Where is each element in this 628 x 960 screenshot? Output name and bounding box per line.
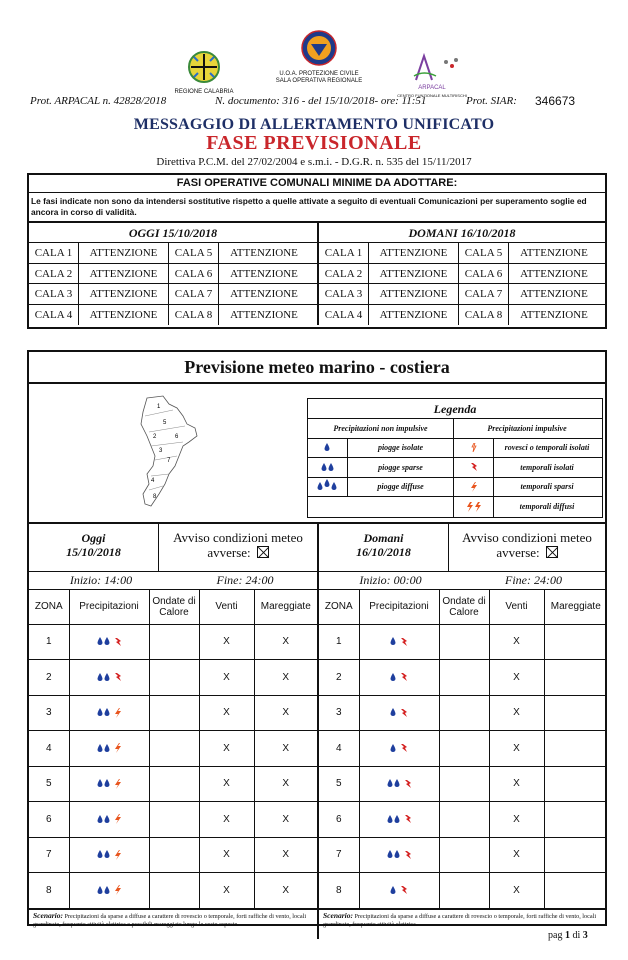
ondate-calore-cell xyxy=(149,766,199,802)
legend-temporali-sparsi: temporali sparsi xyxy=(520,482,574,492)
mareggiate-cell: X xyxy=(254,731,317,767)
legend-piogge-diffuse: piogge diffuse xyxy=(348,478,454,497)
map-zone-label: 7 xyxy=(167,458,171,464)
venti-cell: X xyxy=(199,695,254,731)
ondate-calore-cell xyxy=(149,873,199,909)
precipitation-icons xyxy=(69,802,149,838)
venti-cell: X xyxy=(489,695,544,731)
tomorrow-date: 16/10/2018 xyxy=(356,545,411,559)
document-number: N. documento: 316 - del 15/10/2018- ore: 11:51 xyxy=(215,95,427,107)
mareggiate-cell xyxy=(544,731,607,767)
header-logos xyxy=(0,30,628,98)
precipitation-icons xyxy=(69,660,149,696)
ondate-calore-cell xyxy=(439,695,489,731)
precipitation-icons xyxy=(359,802,439,838)
fase-value: ATTENZIONE xyxy=(230,247,298,259)
zone-number: 1 xyxy=(319,624,359,660)
ondate-calore-cell xyxy=(149,731,199,767)
cala-zone-label: CALA 6 xyxy=(169,264,219,284)
tomorrow-scenario-text: Precipitazioni da sparse a diffuse a carattere di rovescio o temporale, forti raffiche di vento, locali grandinate, frequente attività elettrica. xyxy=(323,912,597,928)
fasi-tomorrow-heading: DOMANI 16/10/2018 xyxy=(319,223,605,243)
zone-number: 7 xyxy=(29,837,69,873)
orange-bolt-icon xyxy=(454,478,494,497)
cala-zone-label: CALA 5 xyxy=(169,243,219,263)
venti-cell: X xyxy=(489,873,544,909)
tomorrow-avviso-label: Avviso condizioni meteo avverse: xyxy=(462,530,592,560)
venti-cell: X xyxy=(199,624,254,660)
fasi-tomorrow xyxy=(317,223,605,325)
zone-row xyxy=(319,873,607,909)
mareggiate-cell xyxy=(544,695,607,731)
today-scenario xyxy=(29,910,317,939)
zone-number: 6 xyxy=(319,802,359,838)
map-zone-label: 2 xyxy=(153,434,157,440)
venti-cell: X xyxy=(199,802,254,838)
venti-cell: X xyxy=(199,837,254,873)
ondate-calore-cell xyxy=(149,624,199,660)
map-zone-label: 1 xyxy=(157,404,161,410)
zone-row xyxy=(319,766,607,802)
zone-column-header: Venti xyxy=(199,590,254,624)
fasi-operative-box xyxy=(27,173,607,329)
map-zone-label: 8 xyxy=(153,494,157,500)
precipitation-icons xyxy=(359,873,439,909)
ondate-calore-cell xyxy=(439,766,489,802)
zone-column-header: Venti xyxy=(489,590,544,624)
fase-value: ATTENZIONE xyxy=(230,267,298,280)
zone-number: 3 xyxy=(319,695,359,731)
fase-value: ATTENZIONE xyxy=(369,284,459,304)
prot-arpacal: Prot. ARPACAL n. 42828/2018 xyxy=(30,95,167,107)
fase-value: ATTENZIONE xyxy=(230,288,298,300)
cala-zone-label: CALA 2 xyxy=(29,264,79,284)
venti-cell: X xyxy=(489,837,544,873)
map-zone-label: 4 xyxy=(151,478,155,484)
mareggiate-cell xyxy=(544,802,607,838)
regione-calabria-logo xyxy=(168,50,240,96)
three-drops-icon xyxy=(308,478,348,497)
venti-cell: X xyxy=(489,802,544,838)
mareggiate-cell xyxy=(544,766,607,802)
precipitation-icons xyxy=(69,731,149,767)
zone-number: 7 xyxy=(319,837,359,873)
ondate-calore-cell xyxy=(149,837,199,873)
ondate-calore-cell xyxy=(439,837,489,873)
page-of: di xyxy=(572,930,581,941)
page-current: 1 xyxy=(564,930,570,941)
mareggiate-cell: X xyxy=(254,695,317,731)
ondate-calore-cell xyxy=(439,624,489,660)
cala-zone-label: CALA 1 xyxy=(29,243,79,263)
fase-value: ATTENZIONE xyxy=(369,243,459,263)
today-label: Oggi xyxy=(81,531,106,545)
tomorrow-avviso-checkbox[interactable] xyxy=(546,546,558,558)
precipitation-icons xyxy=(359,660,439,696)
zone-row xyxy=(29,695,317,731)
zone-row xyxy=(319,624,607,660)
legend-rovesci: rovesci o temporali isolati xyxy=(504,443,590,453)
tomorrow-date-cell xyxy=(319,524,449,571)
zone-row xyxy=(319,837,607,873)
zone-column-header: Precipitazioni xyxy=(69,590,149,624)
zone-row xyxy=(29,624,317,660)
protezione-civile-caption-2: SALA OPERATIVA REGIONALE xyxy=(275,78,363,84)
legend xyxy=(307,398,603,518)
protezione-civile-caption-1: U.O.A. PROTEZIONE CIVILE xyxy=(279,71,359,77)
zone-number: 4 xyxy=(29,731,69,767)
zone-number: 1 xyxy=(29,624,69,660)
red-bolt-icon xyxy=(454,458,494,477)
precipitation-icons xyxy=(359,837,439,873)
fasi-row xyxy=(29,264,317,285)
fasi-title: FASI OPERATIVE COMUNALI MINIME DA ADOTTARE: xyxy=(29,175,605,193)
precipitation-icons xyxy=(359,695,439,731)
precipitation-icons xyxy=(69,624,149,660)
zone-number: 2 xyxy=(29,660,69,696)
cala-zone-label: CALA 4 xyxy=(319,305,369,326)
cala-zone-label: CALA 8 xyxy=(169,305,219,326)
map-zone-label: 5 xyxy=(163,420,167,426)
fase-value: ATTENZIONE xyxy=(79,305,169,326)
venti-cell: X xyxy=(199,766,254,802)
protocol-row xyxy=(30,95,600,109)
zone-column-header: Ondate di Calore xyxy=(149,590,199,624)
map-and-legend xyxy=(29,384,605,524)
single-drop-icon xyxy=(308,439,348,458)
phase-title: FASE PREVISIONALE xyxy=(206,132,422,154)
zone-number: 8 xyxy=(319,873,359,909)
tomorrow-label: Domani xyxy=(363,531,404,545)
rovescio-icon xyxy=(454,439,494,458)
venti-cell: X xyxy=(489,660,544,696)
directive-reference: Direttiva P.C.M. del 27/02/2004 e s.m.i. - D.G.R. n. 535 del 15/11/2017 xyxy=(156,156,472,168)
page-prefix: pag xyxy=(548,930,563,941)
tomorrow-scenario-label: Scenario: xyxy=(323,910,353,920)
tomorrow-fine: Fine: 24:00 xyxy=(505,573,562,587)
prot-siar-label: Prot. SIAR: xyxy=(466,95,517,107)
arpacal-caption-1: ARPACAL xyxy=(418,85,446,91)
zone-number: 5 xyxy=(319,766,359,802)
today-inizio: Inizio: 14:00 xyxy=(69,573,133,587)
meteo-title: Previsione meteo marino - costiera xyxy=(29,352,605,384)
legend-head-impulsive: Precipitazioni impulsive xyxy=(487,423,567,433)
precipitation-icons xyxy=(69,837,149,873)
venti-cell: X xyxy=(199,873,254,909)
page-indicator xyxy=(548,930,588,941)
zone-column-header: Precipitazioni xyxy=(359,590,439,624)
today-avviso xyxy=(159,524,317,571)
fasi-row xyxy=(319,243,605,264)
fasi-row xyxy=(29,284,317,305)
double-bolt-icon xyxy=(454,497,494,517)
zone-row xyxy=(29,802,317,838)
regione-calabria-caption: REGIONE CALABRIA xyxy=(174,89,234,95)
fase-value: ATTENZIONE xyxy=(79,284,169,304)
protezione-civile-logo xyxy=(254,30,384,85)
today-scenario-label: Scenario: xyxy=(33,910,63,920)
tomorrow-zone-table xyxy=(317,590,605,909)
venti-cell: X xyxy=(199,660,254,696)
ondate-calore-cell xyxy=(149,802,199,838)
fase-value: ATTENZIONE xyxy=(369,264,459,284)
zone-number: 5 xyxy=(29,766,69,802)
legend-temporali-isolati: temporali isolati xyxy=(520,462,574,472)
regione-calabria-emblem-icon xyxy=(187,50,221,86)
fase-value: ATTENZIONE xyxy=(520,267,588,280)
fasi-row xyxy=(319,264,605,285)
zone-row xyxy=(29,873,317,909)
map-zone-label: 6 xyxy=(175,434,179,440)
zone-row xyxy=(319,660,607,696)
legend-piogge-isolate: piogge isolate xyxy=(348,439,454,458)
map-zone-label: 3 xyxy=(159,448,163,454)
mareggiate-cell xyxy=(544,837,607,873)
arpacal-logo xyxy=(382,52,482,99)
zone-column-header: ZONA xyxy=(29,590,69,624)
arpacal-caption-2: CENTRO FUNZIONALE MULTIRISCHI xyxy=(397,93,467,98)
precipitation-icons xyxy=(359,731,439,767)
cala-zone-label: CALA 3 xyxy=(29,284,79,304)
legend-head-non-impulsive: Precipitazioni non impulsive xyxy=(308,419,454,438)
zone-column-header: Mareggiate xyxy=(254,590,317,624)
mareggiate-cell: X xyxy=(254,873,317,909)
today-zone-table xyxy=(29,590,317,909)
cala-zone-label: CALA 8 xyxy=(459,305,509,326)
ondate-calore-cell xyxy=(439,802,489,838)
fasi-row xyxy=(29,243,317,264)
two-drops-icon xyxy=(308,458,348,477)
fasi-row xyxy=(319,284,605,305)
cala-zone-label: CALA 7 xyxy=(459,284,509,304)
mareggiate-cell xyxy=(544,624,607,660)
fasi-today xyxy=(29,223,317,325)
cala-zone-label: CALA 6 xyxy=(459,264,509,284)
fase-value: ATTENZIONE xyxy=(230,308,298,321)
zone-number: 6 xyxy=(29,802,69,838)
mareggiate-cell: X xyxy=(254,766,317,802)
mareggiate-cell: X xyxy=(254,660,317,696)
mareggiate-cell: X xyxy=(254,624,317,660)
mareggiate-cell xyxy=(544,873,607,909)
time-row xyxy=(29,572,605,590)
zone-row xyxy=(319,802,607,838)
zone-column-header: Mareggiate xyxy=(544,590,607,624)
precipitation-icons xyxy=(69,873,149,909)
fase-value: ATTENZIONE xyxy=(369,305,459,326)
fase-value: ATTENZIONE xyxy=(520,308,588,321)
fase-value: ATTENZIONE xyxy=(520,247,588,259)
arpacal-emblem-icon xyxy=(402,52,462,82)
meteo-marino-box xyxy=(27,350,607,926)
page-total: 3 xyxy=(582,930,588,941)
zone-row xyxy=(319,731,607,767)
venti-cell: X xyxy=(489,766,544,802)
mareggiate-cell: X xyxy=(254,837,317,873)
fase-value: ATTENZIONE xyxy=(79,264,169,284)
legend-temporali-diffusi: temporali diffusi xyxy=(519,502,575,512)
fasi-row xyxy=(29,305,317,326)
scenario-row xyxy=(29,909,605,939)
period-row xyxy=(29,524,605,572)
zone-row xyxy=(29,660,317,696)
today-scenario-text: Precipitazioni da sparse a diffuse a carattere di rovescio o temporale, forti raffiche di vento, locali grandinate, frequente attività elettrica e possibili mareggiate lungo le coste esposte. xyxy=(33,912,307,928)
fase-value: ATTENZIONE xyxy=(79,243,169,263)
calabria-zones-map xyxy=(133,394,203,512)
today-avviso-label: Avviso condizioni meteo avverse: xyxy=(173,530,303,560)
mareggiate-cell xyxy=(544,660,607,696)
tomorrow-inizio: Inizio: 00:00 xyxy=(359,573,422,587)
zone-column-header: ZONA xyxy=(319,590,359,624)
zone-number: 8 xyxy=(29,873,69,909)
fase-value: ATTENZIONE xyxy=(520,288,588,300)
fasi-today-heading: OGGI 15/10/2018 xyxy=(29,223,317,243)
ondate-calore-cell xyxy=(149,695,199,731)
zone-row xyxy=(29,731,317,767)
zone-row xyxy=(29,766,317,802)
today-fine: Fine: 24:00 xyxy=(216,573,274,587)
prot-siar-value: 346673 xyxy=(535,94,576,108)
venti-cell: X xyxy=(489,731,544,767)
mareggiate-cell: X xyxy=(254,802,317,838)
cala-zone-label: CALA 5 xyxy=(459,243,509,263)
fasi-note: Le fasi indicate non sono da intendersi sostitutive rispetto a quelle attivate a seguito di eventuali Comunicazioni per superamento soglie ed ancora in corso di validità. xyxy=(29,193,605,223)
cala-zone-label: CALA 2 xyxy=(319,264,369,284)
zone-number: 2 xyxy=(319,660,359,696)
page-title: MESSAGGIO DI ALLERTAMENTO UNIFICATO xyxy=(133,116,495,133)
protezione-civile-emblem-icon xyxy=(301,30,337,68)
zone-column-header: Ondate di Calore xyxy=(439,590,489,624)
venti-cell: X xyxy=(199,731,254,767)
fasi-row xyxy=(319,305,605,326)
precipitation-icons xyxy=(359,624,439,660)
zone-number: 4 xyxy=(319,731,359,767)
ondate-calore-cell xyxy=(149,660,199,696)
today-avviso-checkbox[interactable] xyxy=(257,546,269,558)
zone-row xyxy=(29,837,317,873)
zone-row xyxy=(319,695,607,731)
ondate-calore-cell xyxy=(439,660,489,696)
zone-number: 3 xyxy=(29,695,69,731)
legend-title: Legenda xyxy=(308,399,602,419)
tomorrow-avviso xyxy=(449,524,605,571)
legend-piogge-sparse: piogge sparse xyxy=(348,458,454,477)
precipitation-icons xyxy=(359,766,439,802)
venti-cell: X xyxy=(489,624,544,660)
today-date-cell xyxy=(29,524,159,571)
today-date: 15/10/2018 xyxy=(66,545,121,559)
cala-zone-label: CALA 7 xyxy=(169,284,219,304)
ondate-calore-cell xyxy=(439,731,489,767)
cala-zone-label: CALA 1 xyxy=(319,243,369,263)
precipitation-icons xyxy=(69,766,149,802)
precipitation-icons xyxy=(69,695,149,731)
cala-zone-label: CALA 4 xyxy=(29,305,79,326)
legend-empty-cell xyxy=(308,497,454,517)
ondate-calore-cell xyxy=(439,873,489,909)
cala-zone-label: CALA 3 xyxy=(319,284,369,304)
